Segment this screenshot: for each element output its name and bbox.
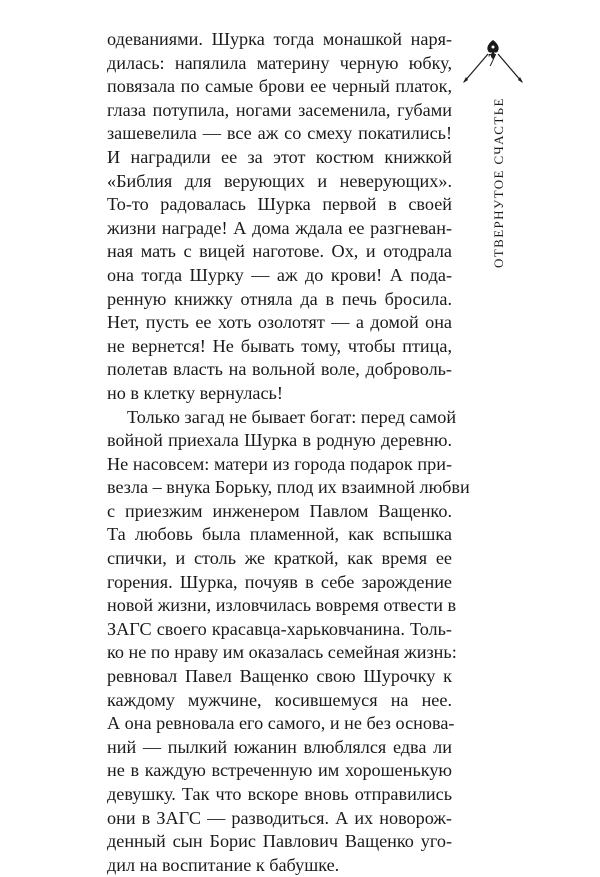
paragraph-1 xyxy=(107,28,452,406)
text-line: не вернется! Не бывать тому, чтобы птица, xyxy=(107,335,452,359)
text-line: «Библия для верующих и неверующих». xyxy=(107,170,452,194)
page-number: 7 xyxy=(477,50,507,71)
text-line: А она ревновала его самого, и не без основа- xyxy=(107,712,452,736)
text-line: ревновал Павел Ващенко свою Шурочку к xyxy=(107,665,452,689)
text-line: ний — пылкий южанин влюблялся едва ли xyxy=(107,736,452,760)
text-line: горения. Шурка, почуяв в себе зарождение xyxy=(107,571,452,595)
text-line: То-то радовалась Шурка первой в своей xyxy=(107,193,452,217)
text-line: новой жизни, изловчилась вовремя отвести в xyxy=(107,594,452,618)
running-head: ОТВЕРНУТОЕ СЧАСТЬЕ xyxy=(491,97,507,268)
text-line: ная мать с вицей наготове. Ох, и отодрала xyxy=(107,240,452,264)
text-line: везла – внука Борьку, плод их взаимной любви xyxy=(107,476,452,500)
text-line: жизни награде! А дома ждала ее разгневан- xyxy=(107,217,452,241)
text-line: полетав власть на вольной воле, доброволь- xyxy=(107,358,452,382)
text-line: они в ЗАГС — разводиться. А их новорож- xyxy=(107,807,452,831)
text-line: Нет, пусть ее хоть озолотят — а домой она xyxy=(107,311,452,335)
text-line: глаза потупила, ногами засеменила, губами xyxy=(107,99,452,123)
text-line: ренную книжку отняла да в печь бросила. xyxy=(107,288,452,312)
text-line: дил на воспитание к бабушке. xyxy=(107,854,452,877)
text-line: Та любовь была пламенной, как вспышка xyxy=(107,523,452,547)
text-line: каждому мужчине, косившемуся на нее. xyxy=(107,689,452,713)
text-line: денный сын Борис Павлович Ващенко уго- xyxy=(107,830,452,854)
text-line: ко не по нраву им оказалась семейная жизнь: xyxy=(107,641,452,665)
text-line: девушку. Так что вскоре вновь отправились xyxy=(107,783,452,807)
paragraph-2 xyxy=(107,406,452,877)
text-line: с приезжим инженером Павлом Ващенко. xyxy=(107,500,452,524)
text-line: не в каждую встреченную им хорошенькую xyxy=(107,759,452,783)
text-line: Не насовсем: матери из города подарок при- xyxy=(107,453,452,477)
text-line: но в клетку вернулась! xyxy=(107,382,452,406)
text-line: она тогда Шурку — аж до крови! А пода- xyxy=(107,264,452,288)
text-line: ЗАГС своего красавца-харьковчанина. Толь- xyxy=(107,618,452,642)
text-line: дилась: напялила материну черную юбку, xyxy=(107,52,452,76)
text-line: спички, и столь же краткой, как время ее xyxy=(107,547,452,571)
text-line: повязала по самые брови ее черный платок, xyxy=(107,75,452,99)
text-line: войной приехала Шурка в родную деревню. xyxy=(107,429,452,453)
text-line: одеваниями. Шурка тогда монашкой наря- xyxy=(107,28,452,52)
text-line: зашевелила — все аж со смеху покатились! xyxy=(107,122,452,146)
text-line: И наградили ее за этот костюм книжкой xyxy=(107,146,452,170)
text-line: Только загад не бывает богат: перед самой xyxy=(107,406,452,430)
